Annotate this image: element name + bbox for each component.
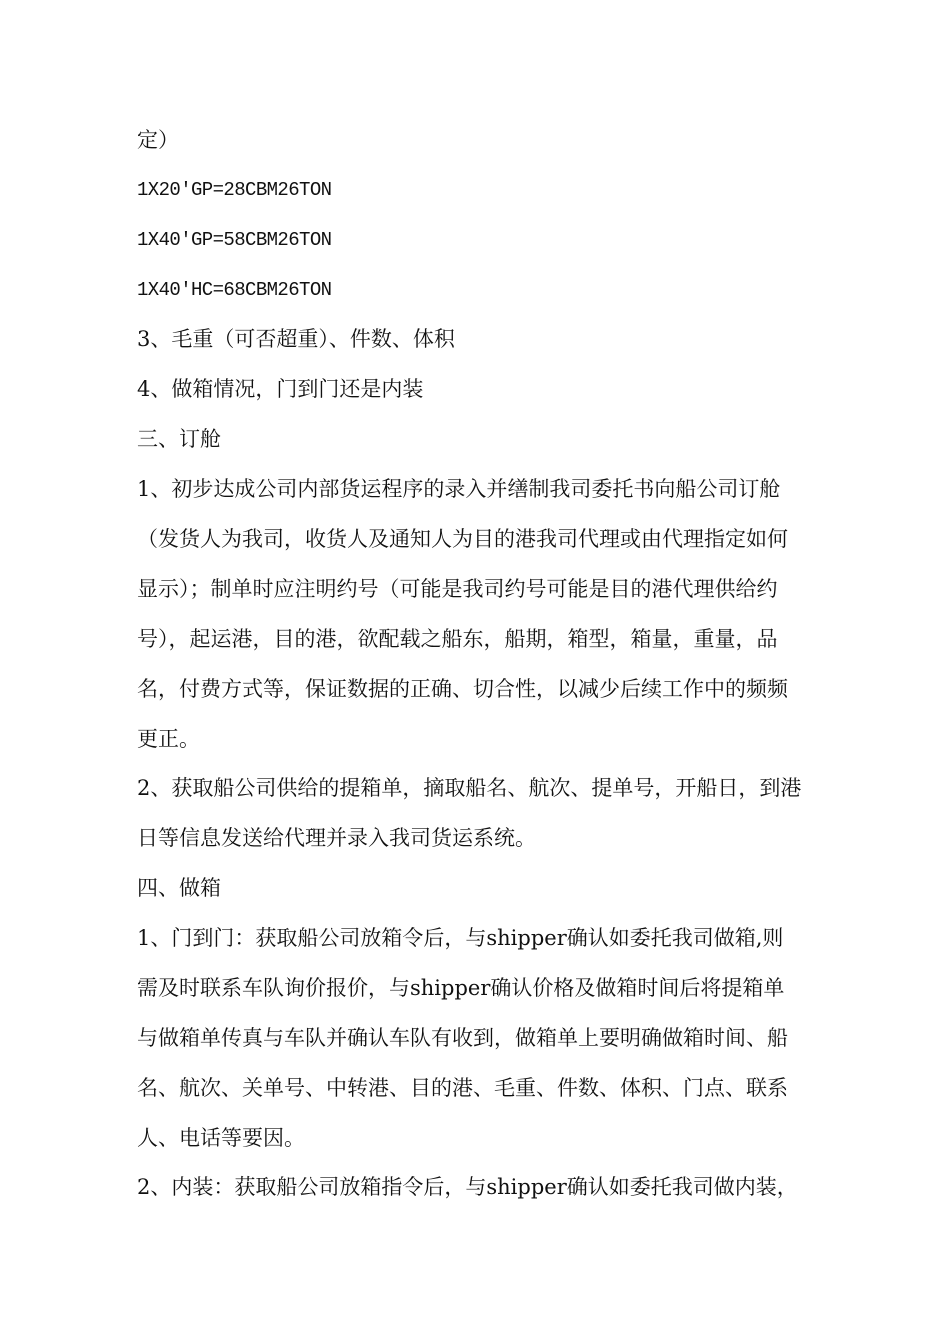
text-line: 更正。 — [137, 727, 200, 751]
text-line: 显示）；制单时应注明约号（可能是我司约号可能是目的港代理供给约 — [137, 577, 778, 601]
text-line: 4、做箱情况，门到门还是内装 — [137, 377, 424, 401]
text-line: 定） — [137, 128, 179, 152]
section-heading-booking: 三、订舱 — [137, 427, 221, 451]
text-line: 与做箱单传真与车队并确认车队有收到，做箱单上要明确做箱时间、船 — [137, 1026, 788, 1050]
text-line: 2、获取船公司供给的提箱单，摘取船名、航次、提单号，开船日，到港 — [137, 776, 802, 800]
section-heading-container: 四、做箱 — [137, 876, 221, 900]
text-line: 2、内装：获取船公司放箱指令后，与shipper确认如委托我司做内装， — [137, 1175, 798, 1199]
text-line: 名、航次、关单号、中转港、目的港、毛重、件数、体积、门点、联系 — [137, 1076, 788, 1100]
text-line: （发货人为我司，收货人及通知人为目的港我司代理或由代理指定如何 — [137, 527, 788, 551]
text-line: 号），起运港，目的港，欲配载之船东，船期，箱型，箱量，重量，品 — [137, 627, 778, 651]
text-line: 1、初步达成公司内部货运程序的录入并缮制我司委托书向船公司订舱 — [137, 477, 781, 501]
text-line: 人、电话等要因。 — [137, 1126, 305, 1150]
text-line: 3、毛重（可否超重）、件数、体积 — [137, 327, 455, 351]
text-line: 1、门到门：获取船公司放箱令后，与shipper确认如委托我司做箱,则 — [137, 926, 784, 950]
container-spec-40hc: 1X40'HC=68CBM26TON — [137, 279, 332, 301]
text-line: 日等信息发送给代理并录入我司货运系统。 — [137, 826, 536, 850]
container-spec-40gp: 1X40'GP=58CBM26TON — [137, 229, 332, 251]
text-line: 名，付费方式等，保证数据的正确、切合性，以减少后续工作中的频频 — [137, 677, 788, 701]
text-line: 需及时联系车队询价报价，与shipper确认价格及做箱时间后将提箱单 — [137, 976, 785, 1000]
container-spec-20gp: 1X20'GP=28CBM26TON — [137, 179, 332, 201]
